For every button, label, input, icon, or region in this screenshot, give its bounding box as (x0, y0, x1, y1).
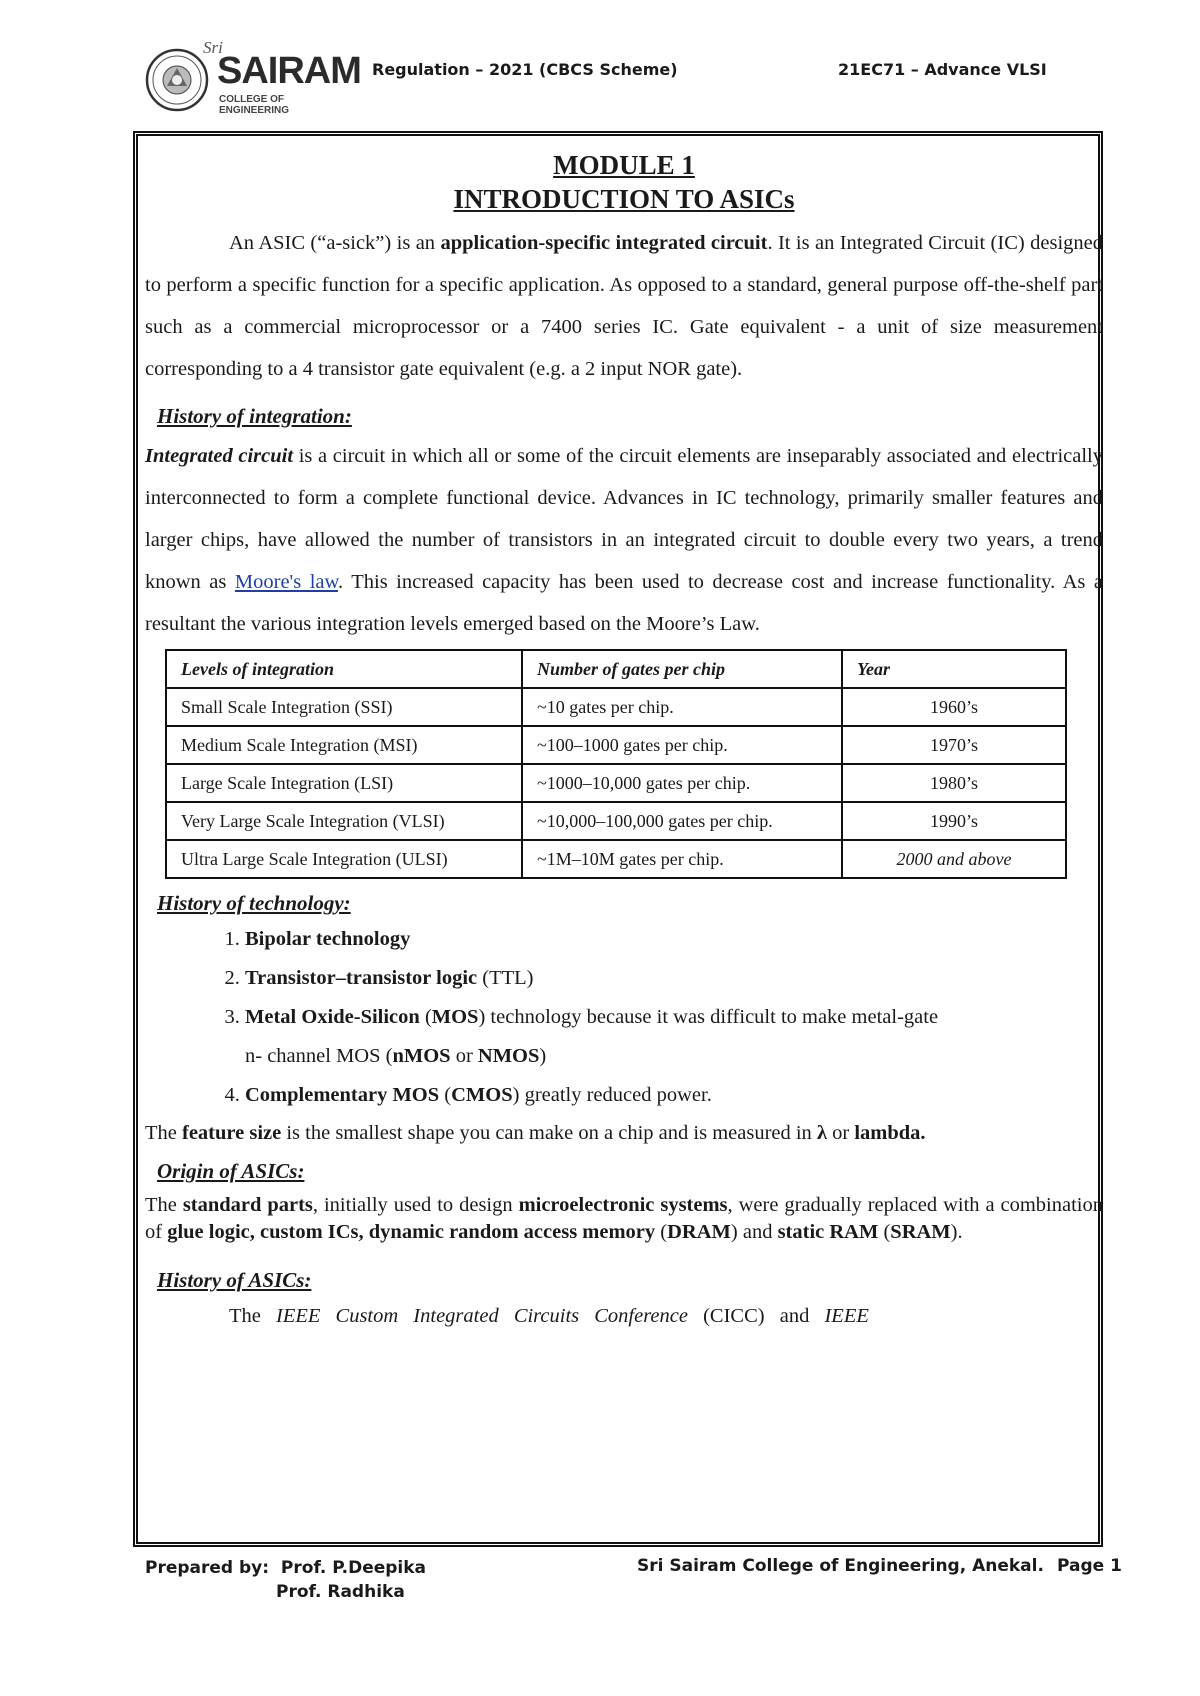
prepared-label: Prepared by: (145, 1558, 270, 1578)
college-seal-icon (145, 48, 209, 112)
table-cell: 1960’s (842, 688, 1066, 726)
list-item: 1. Bipolar technology (245, 920, 1103, 959)
table-cell: ~10,000–100,000 gates per chip. (522, 802, 842, 840)
table-cell: 1980’s (842, 764, 1066, 802)
table-cell: ~1M–10M gates per chip. (522, 840, 842, 878)
ic-term: Integrated circuit (145, 445, 294, 467)
table-cell: Large Scale Integration (LSI) (166, 764, 522, 802)
table-cell: 1970’s (842, 726, 1066, 764)
module-subtitle: INTRODUCTION TO ASICs (453, 184, 795, 214)
footer-college: Sri Sairam College of Engineering, Anekal. (637, 1556, 1044, 1576)
table-cell: ~100–1000 gates per chip. (522, 726, 842, 764)
asic-term: application-specific integrated circuit (440, 232, 768, 254)
list-item: 3. Metal Oxide-Silicon (MOS) technology because it was difficult to make metal-gate n- channel MOS (nMOS or NMOS) (245, 998, 1103, 1076)
table-cell: 1990’s (842, 802, 1066, 840)
preparer-2: Prof. Radhika (276, 1582, 405, 1602)
table-header-row (166, 650, 1066, 688)
col-header-levels: Levels of integration (166, 650, 522, 688)
history-integration-heading: History of integration: (157, 404, 352, 428)
list-item: 2. Transistor–transistor logic (TTL) (245, 959, 1103, 998)
table-row (166, 764, 1066, 802)
origin-paragraph: The standard parts, initially used to design microelectronic systems, were gradually replaced with a combination of glue logic, custom ICs, dynamic random access memory (DRAM) and static RAM (SRAM). (145, 1194, 1103, 1243)
feature-size-paragraph: The feature size is the smallest shape you can make on a chip and is measured in λ or lambda. (145, 1122, 926, 1144)
moores-law-link[interactable]: Moore's law (234, 571, 338, 593)
list-item: 4. Complementary MOS (CMOS) greatly reduced power. (245, 1076, 1103, 1115)
footer-page-number: Page 1 (1057, 1556, 1122, 1576)
header-regulation: Regulation – 2021 (CBCS Scheme) (372, 60, 678, 79)
integration-paragraph: Integrated circuit is a circuit in which all or some of the circuit elements are inseparably associated and electrically interconnected to form a complete functional device. Advances in IC technology, primarily smaller features and larger chips, have allowed the number of transistors in an integrated circuit to double every two years, a trend known as Moore's law. This increased capacity has been used to decrease cost and increase functionality. As a resultant the various integration levels emerged based on the Moore’s Law. (145, 445, 1103, 635)
page-content (145, 140, 1103, 1337)
preparer-1: Prof. P.Deepika (280, 1558, 427, 1578)
table-cell: Very Large Scale Integration (VLSI) (166, 802, 522, 840)
logo-name-text: SAIRAM (217, 50, 361, 92)
history-asics-heading: History of ASICs: (157, 1268, 312, 1292)
logo-sri-text: Sri (203, 38, 223, 57)
table-row (166, 726, 1066, 764)
header-course-code: 21EC71 – Advance VLSI (838, 60, 1047, 79)
table-cell: 2000 and above (842, 840, 1066, 878)
logo-subtitle-text: COLLEGE OF ENGINEERING (219, 94, 290, 116)
asics-paragraph: The IEEE Custom Integrated Circuits Conference (CICC) and IEEE (229, 1305, 869, 1327)
table-cell: Ultra Large Scale Integration (ULSI) (166, 840, 522, 878)
table-cell: ~10 gates per chip. (522, 688, 842, 726)
footer-prepared-by (145, 1556, 426, 1604)
col-header-year: Year (842, 650, 1066, 688)
history-technology-heading: History of technology: (157, 891, 351, 915)
table-row (166, 688, 1066, 726)
college-logo (145, 38, 361, 116)
integration-levels-table (165, 649, 1067, 879)
intro-paragraph: An ASIC (“a-sick”) is an application-specific integrated circuit. It is an Integrated Circuit (IC) designed to perform a specific function for a specific application. As opposed to a standard, general purpose off-the-shelf part such as a commercial microprocessor or a 7400 series IC. Gate equivalent - a unit of size measurement corresponding to a 4 transistor gate equivalent (e.g. a 2 input NOR gate). (145, 232, 1103, 380)
table-cell: Small Scale Integration (SSI) (166, 688, 522, 726)
table-cell: Medium Scale Integration (MSI) (166, 726, 522, 764)
table-row (166, 840, 1066, 878)
technology-list (145, 920, 1103, 1115)
table-cell: ~1000–10,000 gates per chip. (522, 764, 842, 802)
col-header-gates: Number of gates per chip (522, 650, 842, 688)
origin-asics-heading: Origin of ASICs: (157, 1159, 305, 1183)
module-title: MODULE 1 (553, 150, 695, 180)
table-row (166, 802, 1066, 840)
